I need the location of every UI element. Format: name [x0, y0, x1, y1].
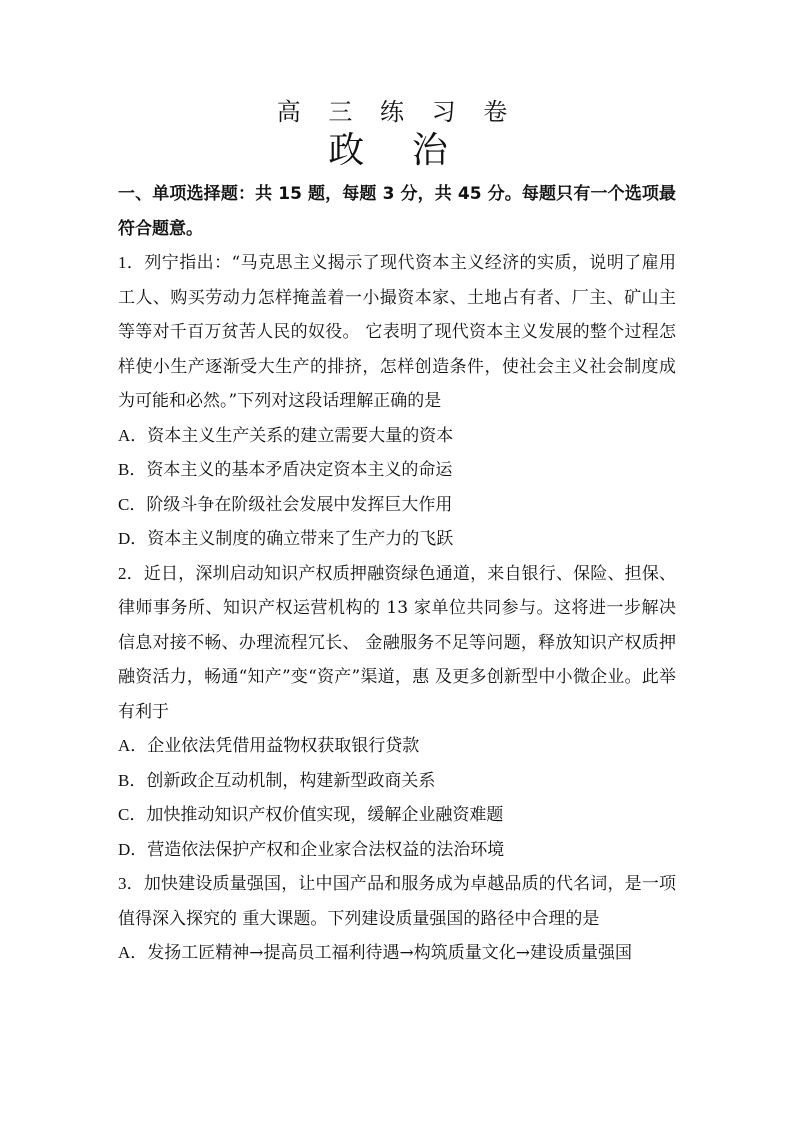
option-text: 创新政企互动机制，构建新型政商关系 [146, 770, 436, 791]
option-list [118, 419, 676, 557]
subject-title: 政 治 [328, 130, 466, 171]
option-list [118, 936, 676, 971]
option-letter: C． [118, 494, 147, 514]
option-text: 企业依法凭借用益物权获取银行贷款 [147, 736, 420, 756]
option-letter: A． [118, 943, 148, 962]
option-text: 资本主义制度的确立带来了生产力的飞跃 [147, 529, 454, 549]
section-heading: 一、单项选择题：共 15 题，每题 3 分，共 45 分。每题只有一个选项最符合题意。 [118, 184, 676, 239]
question-stem [118, 246, 676, 419]
option-a[interactable] [118, 729, 676, 764]
question-stem [118, 557, 676, 730]
question-number: 1． [118, 253, 145, 272]
option-text: 发扬工匠精神→提高员工福利待遇→构筑质量文化→建设质量强国 [147, 943, 633, 963]
option-text: 营造依法保护产权和企业家合法权益的法治环境 [147, 839, 505, 860]
option-b[interactable] [118, 453, 676, 488]
option-text: 资本主义的基本矛盾决定资本主义的命运 [146, 460, 453, 480]
option-c[interactable] [118, 488, 676, 523]
option-letter: D． [118, 839, 148, 859]
option-text: 加快推动知识产权价值实现，缓解企业融资难题 [146, 805, 504, 825]
option-text: 阶级斗争在阶级社会发展中发挥巨大作用 [146, 494, 453, 515]
option-b[interactable] [118, 764, 676, 799]
option-list [118, 729, 676, 867]
option-letter: D． [118, 529, 148, 548]
option-letter: B． [118, 460, 147, 479]
option-text: 资本主义生产关系的建立需要大量的资本 [147, 425, 454, 446]
option-d[interactable] [118, 522, 676, 557]
question-text: 加快建设质量强国，让中国产品和服务成为卓越品质的代名词，是一项值得深入探究的 重大课题。下列建设质量强国的路径中合理的是 [118, 874, 676, 929]
option-letter: A． [118, 736, 148, 755]
option-letter: B． [118, 770, 147, 790]
option-c[interactable] [118, 798, 676, 833]
option-letter: A． [118, 425, 148, 445]
option-letter: C． [118, 805, 147, 824]
question-number: 3． [118, 874, 144, 893]
option-d[interactable] [118, 833, 676, 868]
question-text: 近日，深圳启动知识产权质押融资绿色通道，来自银行、保险、担保、律师事务所、知识产权运营机构的 13 家单位共同参与。这将进一步解决信息对接不畅、办理流程冗长、 金融服务不足等问题，释放知识产权质押融资活力，畅通“知产”变“资产”渠道，惠 及更多创新型中小微企业。此举有利于 [118, 563, 676, 722]
question-3 [118, 867, 676, 971]
question-number: 2． [118, 563, 144, 583]
exam-subtitle: 高 三 练 习 卷 [276, 98, 518, 126]
question-2 [118, 557, 676, 868]
option-a[interactable] [118, 936, 676, 971]
question-text: 列宁指出：“马克思主义揭示了现代资本主义经济的实质，说明了雇用工人、购买劳动力怎样掩盖着一小撮资本家、土地占有者、厂主、矿山主等等对千百万贫苦人民的奴役。 它表明了现代资本主义发展的整个过程怎样使小生产逐渐受大生产的排挤，怎样创造条件，使社会主义社会制度成为可能和必然。”下列对这段话理解正确的是 [118, 253, 676, 411]
option-a[interactable] [118, 419, 676, 454]
question-1 [118, 246, 676, 557]
question-stem [118, 867, 676, 936]
exam-content [118, 177, 676, 971]
